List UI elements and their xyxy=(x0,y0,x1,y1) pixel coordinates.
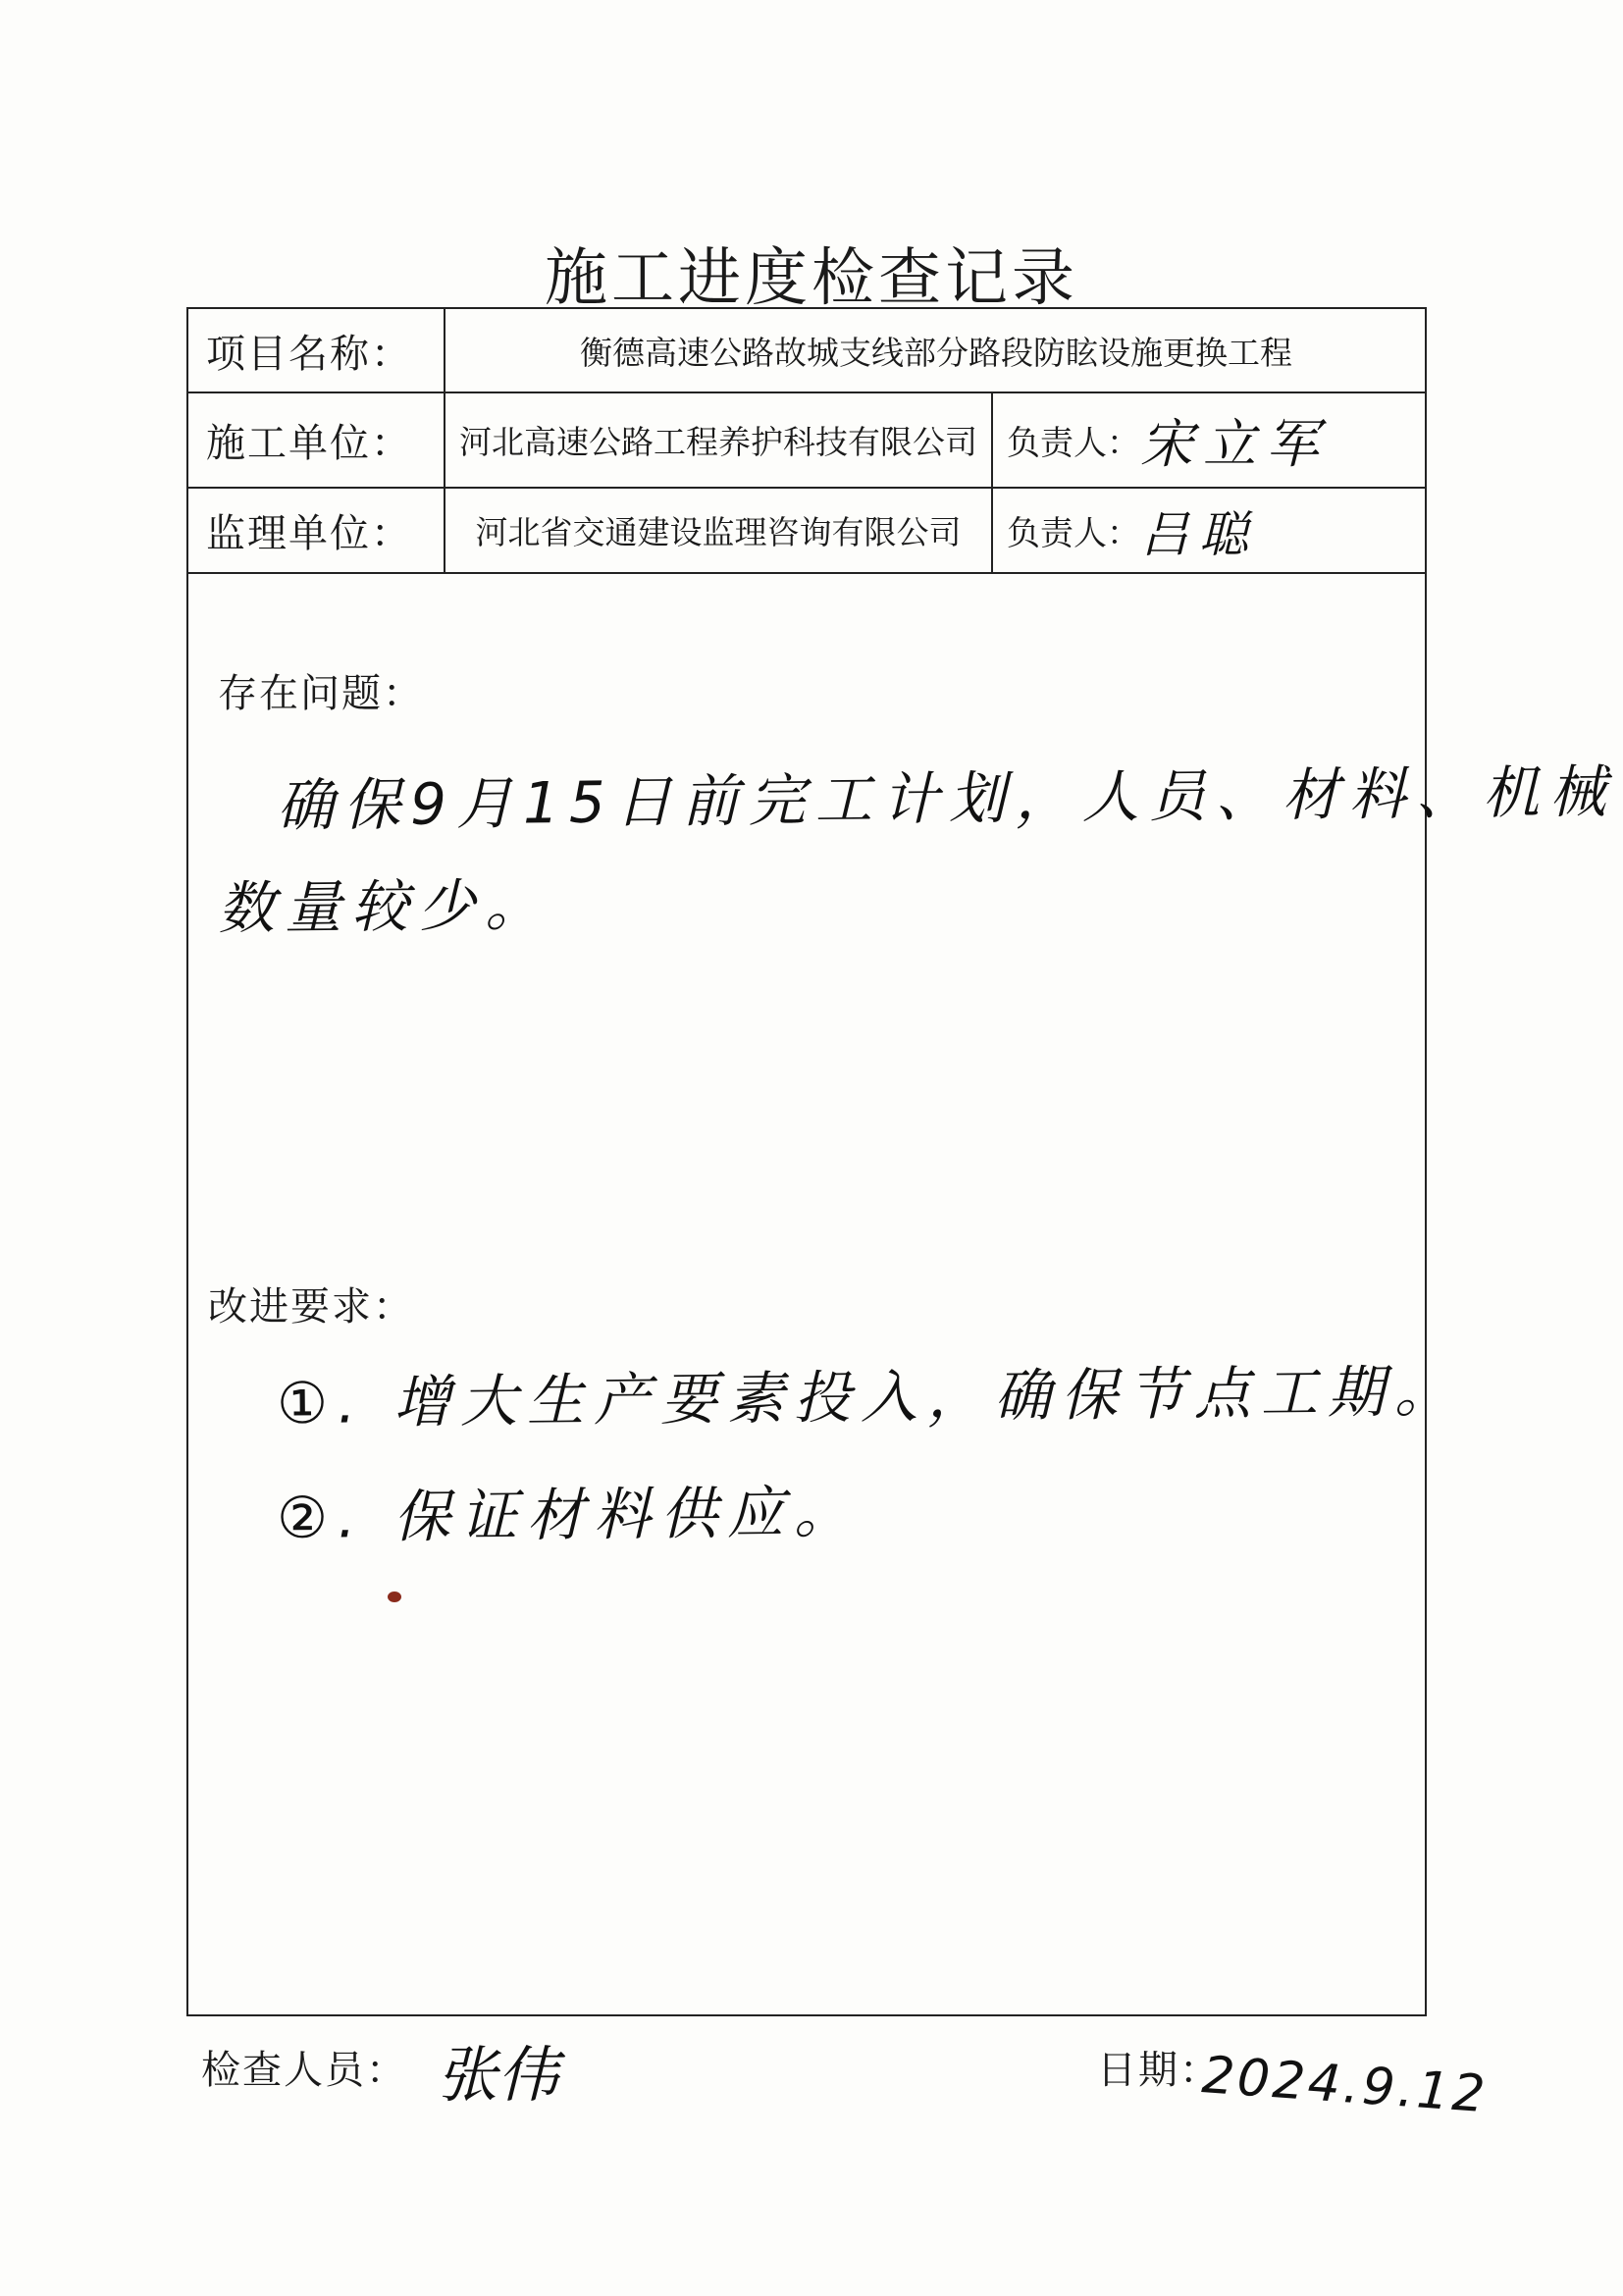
project-name-label: 项目名称： xyxy=(206,331,412,377)
inspector-signature: 张伟 xyxy=(437,2039,559,2111)
supervisor-label: 监理单位： xyxy=(206,511,412,556)
document-title: 施工进度检查记录 xyxy=(545,242,1078,315)
issues-line-2: 数量较少。 xyxy=(217,871,552,942)
supervisor-manager-signature: 吕聪 xyxy=(1140,505,1258,563)
project-name-value: 衡德高速公路故城支线部分路段防眩设施更换工程 xyxy=(580,333,1292,372)
date-label: 日期： xyxy=(1097,2048,1221,2093)
row-divider xyxy=(188,572,1425,574)
contractor-value: 河北高速公路工程养护科技有限公司 xyxy=(459,423,977,461)
improvements-line-1: ①. 增大生产要素投入，确保节点工期。 xyxy=(276,1357,1462,1437)
improvements-label: 改进要求： xyxy=(208,1284,414,1330)
record-form xyxy=(186,307,1617,2016)
contractor-manager-signature: 宋立军 xyxy=(1140,413,1329,475)
supervisor-value: 河北省交通建设监理咨询有限公司 xyxy=(475,513,962,551)
improvements-line-2: ②. 保证材料供应。 xyxy=(276,1478,862,1552)
contractor-label: 施工单位： xyxy=(206,421,412,466)
issues-label: 存在问题： xyxy=(218,671,424,716)
contractor-manager-label: 负责人： xyxy=(1007,424,1140,463)
date-value: 2024.9.12 xyxy=(1199,2046,1491,2125)
supervisor-manager-label: 负责人： xyxy=(1007,514,1140,553)
issues-line-1: 确保9月15日前完工计划，人员、材料、机械 xyxy=(276,757,1617,840)
ink-stain xyxy=(388,1592,401,1602)
inspector-label: 检查人员： xyxy=(201,2048,407,2093)
